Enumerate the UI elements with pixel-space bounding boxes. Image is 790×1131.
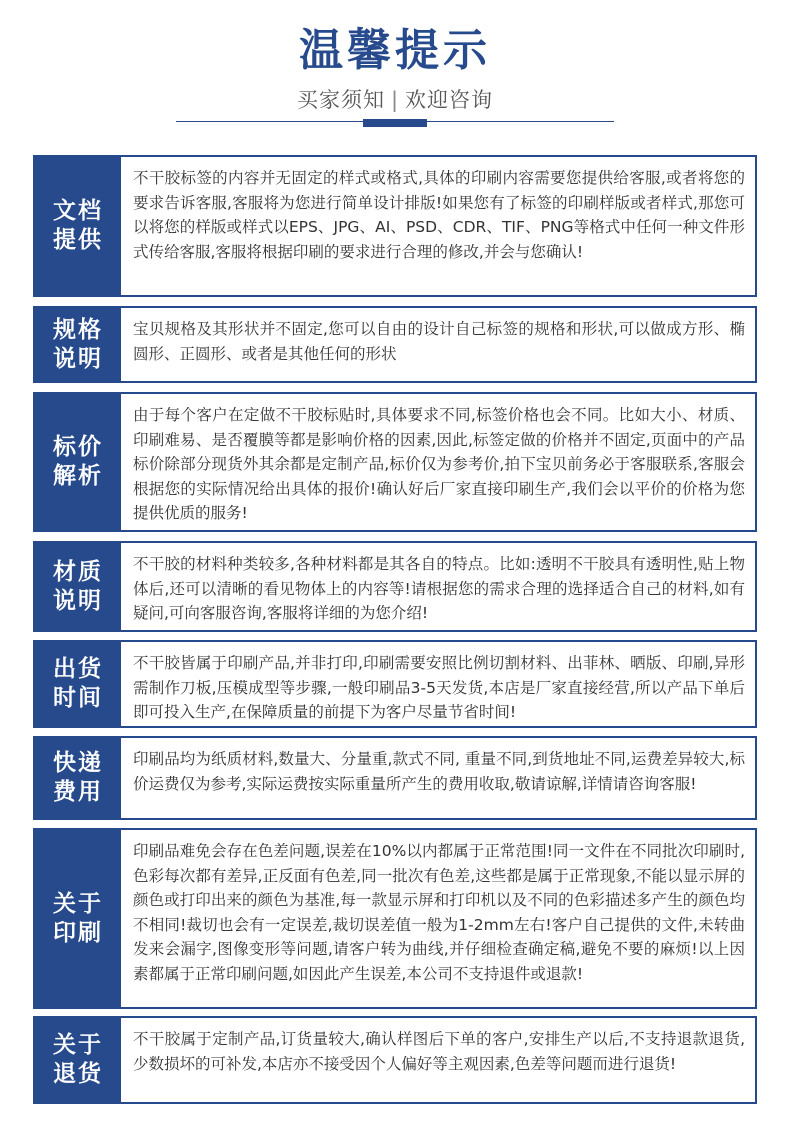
section-label: 规格 说明 bbox=[35, 308, 121, 381]
section-text: 不干胶皆属于印刷产品,并非打印,印刷需要安照比例切割材料、出菲林、晒版、印刷,异形需制作刀板,压模成型等步骤,一般印刷品3-5天发货,本店是厂家直接经营,所以产品下单后即可投入生产,在保障质量的前提下为客户尽量节省时间! bbox=[133, 654, 745, 721]
section-delivery-fee bbox=[33, 736, 757, 820]
section-spec bbox=[33, 306, 757, 383]
section-text: 宝贝规格及其形状并不固定,您可以自由的设计自己标签的规格和形状,可以做成方形、椭圆形、正圆形、或者是其他任何的形状 bbox=[133, 320, 745, 363]
subtitle-left: 买家须知 bbox=[296, 88, 385, 112]
section-shipping-time bbox=[33, 640, 757, 728]
section-label: 标价 解析 bbox=[35, 394, 121, 530]
title-divider-accent bbox=[363, 119, 427, 127]
section-text: 不干胶的材料种类较多,各种材料都是其各自的特点。比如:透明不干胶具有透明性,贴上物体后,还可以清晰的看见物体上的内容等!请根据您的需求合理的选择适合自己的材料,如有疑问,可向客服咨询,客服将详细的为您介绍! bbox=[133, 555, 745, 622]
section-label: 关于 退货 bbox=[35, 1018, 121, 1102]
section-label: 快递 费用 bbox=[35, 738, 121, 818]
subtitle-separator: | bbox=[390, 88, 400, 112]
page-subtitle bbox=[0, 84, 790, 114]
section-label: 文档 提供 bbox=[35, 157, 121, 295]
section-text: 印刷品难免会存在色差问题,误差在10%以内都属于正常范围!同一文件在不同批次印刷时,色彩每次都有差异,正反面有色差,同一批次有色差,这些都是属于正常现象,不能以显示屏的颜色或打印出来的颜色为基准,每一款显示屏和打印机以及不同的色彩描述多产生的颜色均不相同!裁切也会有一定误差,裁切误差值一般为1-2mm左右!客户自己提供的文件,未转曲发来会漏字,图像变形等问题,请客户转为曲线,并仔细检查确定稿,避免不要的麻烦!以上因素都属于正常印刷问题,如因此产生误差,本公司不支持退件或退款! bbox=[133, 842, 745, 983]
section-text: 不干胶属于定制产品,订货量较大,确认样图后下单的客户,安排生产以后,不支持退款退货,少数损坏的可补发,本店亦不接受因个人偏好等主观因素,色差等问题而进行退货! bbox=[133, 1030, 745, 1073]
section-text: 不干胶标签的内容并无固定的样式或格式,具体的印刷内容需要您提供给客服,或者将您的要求告诉客服,客服将为您进行简单设计排版!如果您有了标签的印刷样版或者样式,那您可以将您的样版或样式以EPS、JPG、AI、PSD、CDR、TIF、PNG等格式中任何一种文件形式传给客服,客服将根据印刷的要求进行合理的修改,并会与您确认! bbox=[133, 169, 745, 261]
section-label: 材质 说明 bbox=[35, 543, 121, 630]
section-label: 关于 印刷 bbox=[35, 830, 121, 1007]
section-document bbox=[33, 155, 757, 297]
subtitle-right: 欢迎咨询 bbox=[405, 88, 494, 112]
section-text: 印刷品均为纸质材料,数量大、分量重,款式不同, 重量不同,到货地址不同,运费差异较大,标价运费仅为参考,实际运费按实际重量所产生的费用收取,敬请谅解,详情请咨询客服! bbox=[133, 750, 745, 793]
section-material bbox=[33, 541, 757, 632]
section-returns bbox=[33, 1016, 757, 1104]
section-label: 出货 时间 bbox=[35, 642, 121, 726]
page-title: 温馨提示 bbox=[299, 25, 491, 76]
section-text: 由于每个客户在定做不干胶标贴时,具体要求不同,标签价格也会不同。比如大小、材质、印刷难易、是否覆膜等都是影响价格的因素,因此,标签定做的价格并不固定,页面中的产品标价除部分现货外其余都是定制产品,标价仅为参考价,拍下宝贝前务必于客服联系,客服会根据您的实际情况给出具体的报价!确认好后厂家直接印刷生产,我们会以平价的价格为您提供优质的服务! bbox=[133, 406, 745, 522]
section-printing bbox=[33, 828, 757, 1009]
section-price bbox=[33, 392, 757, 532]
